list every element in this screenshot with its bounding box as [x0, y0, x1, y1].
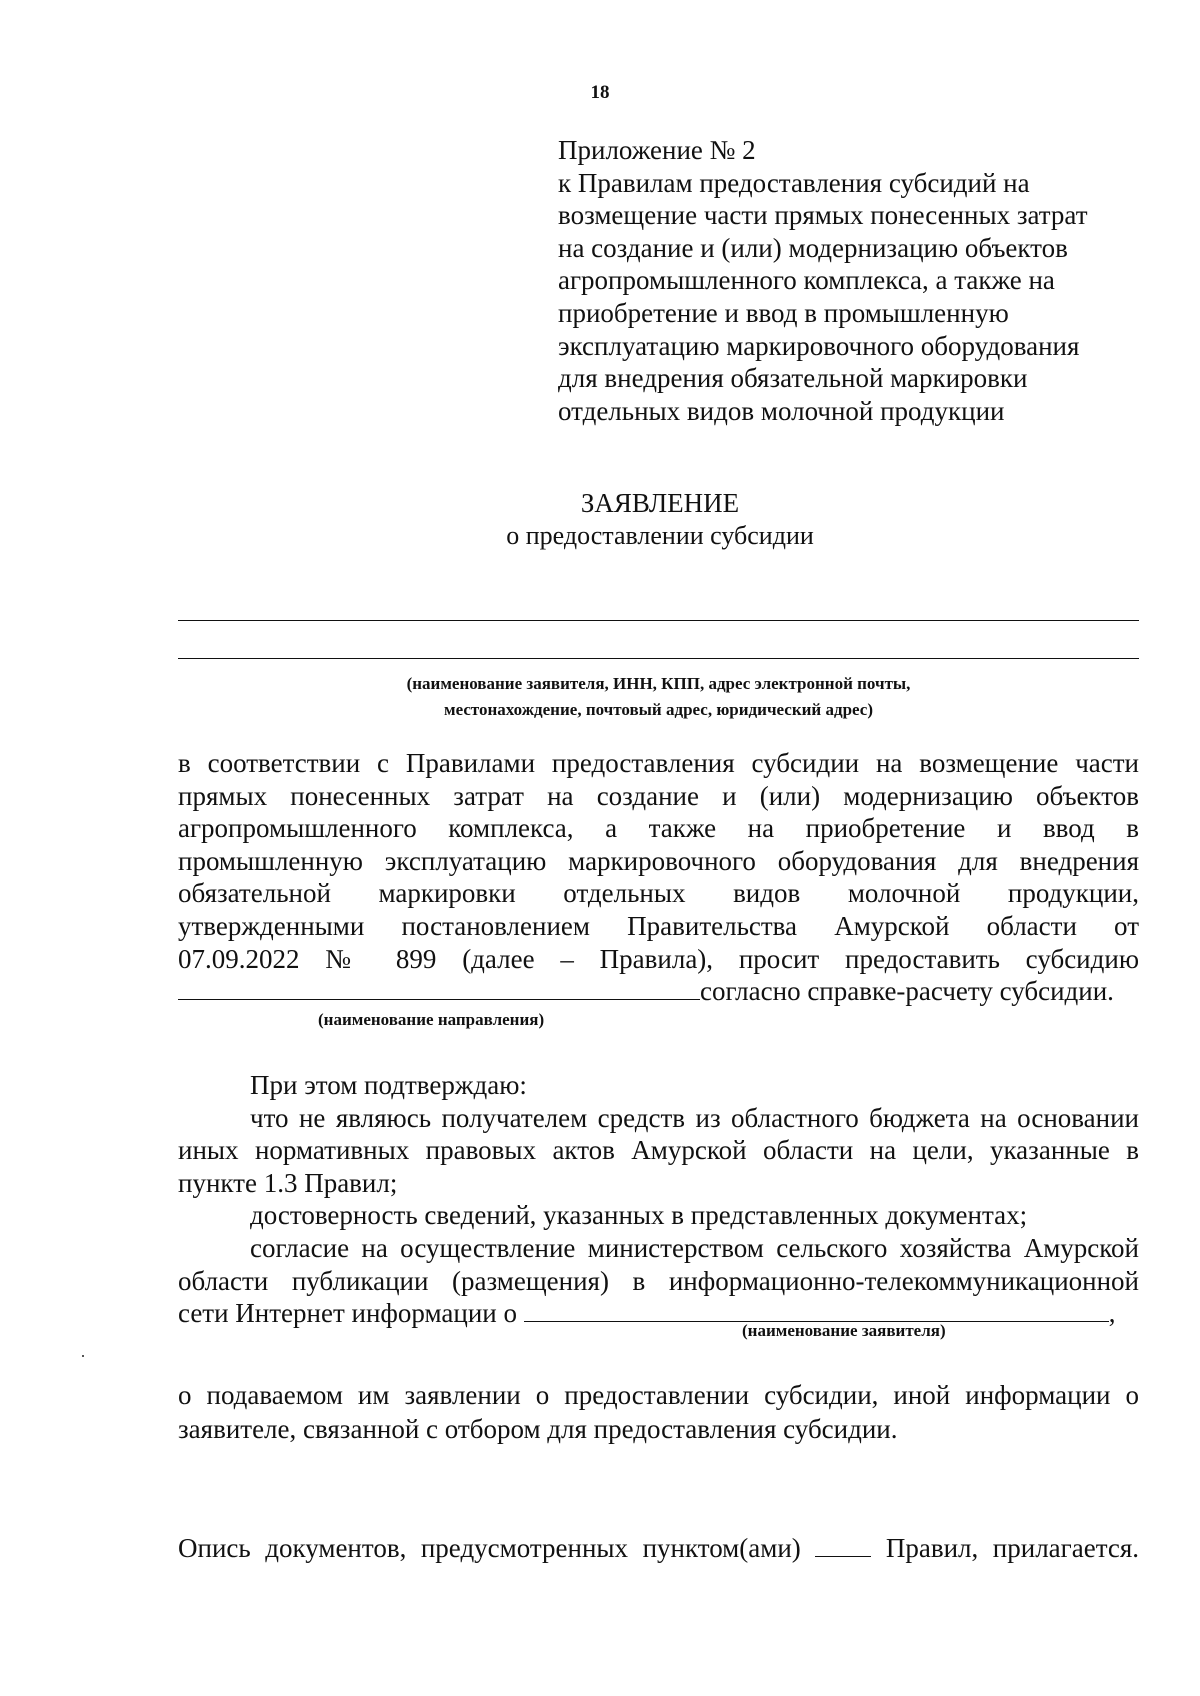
confirmation-item-3-text: сети Интернет информации о	[178, 1298, 517, 1329]
appendix-header	[558, 134, 1088, 427]
appendix-line: для внедрения обязательной маркировки	[558, 363, 1028, 394]
applicant-blank-line-1	[178, 620, 1139, 621]
attachments-suffix: Правил, прилагается.	[885, 1533, 1139, 1563]
confirmation-item-2: достоверность сведений, указанных в представленных документах;	[250, 1200, 1028, 1231]
document-subtitle: о предоставлении субсидии	[506, 521, 814, 550]
document-title: ЗАЯВЛЕНИЕ	[580, 488, 740, 518]
direction-caption: (наименование направления)	[318, 1010, 545, 1029]
applicant-caption-line: местонахождение, почтовый адрес, юридический адрес)	[443, 700, 873, 719]
appendix-line: эксплуатацию маркировочного оборудования	[558, 330, 1080, 361]
body-line: прямых понесенных затрат на создание и (или) модернизацию объектов	[178, 780, 1139, 811]
appendix-line: отдельных видов молочной продукции	[558, 395, 1005, 426]
body-paragraph	[178, 747, 1139, 975]
scan-speck	[82, 1355, 84, 1357]
confirmation-item-3-last-line	[178, 1297, 1139, 1330]
attachments-blank	[815, 1532, 871, 1557]
body-line: промышленную эксплуатацию маркировочного оборудования для внедрения	[178, 845, 1139, 876]
closing-paragraph	[178, 1378, 1139, 1446]
applicant-caption-line: (наименование заявителя, ИНН, КПП, адрес электронной почты,	[406, 674, 911, 693]
appendix-line: к Правилам предоставления субсидий на	[558, 167, 1030, 198]
appendix-line: возмещение части прямых понесенных затрат	[558, 200, 1088, 231]
appendix-line: на создание и (или) модернизацию объектов	[558, 232, 1068, 263]
body-line: в соответствии с Правилами предоставления субсидии на возмещение части	[178, 748, 1139, 778]
applicant-name-blank	[524, 1297, 1109, 1322]
appendix-line: Приложение № 2	[558, 135, 756, 165]
closing-line: заявителе, связанной с отбором для предоставления субсидии.	[178, 1414, 898, 1444]
body-last-line-text: согласно справке-расчету субсидии.	[700, 976, 1114, 1006]
confirmation-block	[178, 1069, 1139, 1330]
appendix-line: приобретение и ввод в промышленную	[558, 297, 1009, 328]
body-line: агропромышленного комплекса, а также на приобретение и ввод в	[178, 813, 1139, 844]
confirmation-item-3-line: области публикации (размещения) в информационно-телекоммуникационной	[178, 1265, 1139, 1296]
applicant-blank-line-2	[178, 658, 1139, 659]
body-line: утвержденными постановлением Правительства Амурской области от	[178, 910, 1139, 941]
attachments-prefix: Опись документов, предусмотренных пунктом(ами)	[178, 1533, 801, 1563]
confirmation-item-1-line: что не являюсь получателем средств из областного бюджета на основании	[250, 1102, 1139, 1133]
body-line: 07.09.2022 № 899 (далее – Правила), просит предоставить субсидию	[178, 943, 1139, 974]
appendix-line: агропромышленного комплекса, а также на	[558, 265, 1055, 296]
confirmation-intro: При этом подтверждаю:	[250, 1070, 527, 1100]
applicant-name-caption: (наименование заявителя)	[742, 1321, 946, 1340]
closing-line: о подаваемом им заявлении о предоставлении субсидии, иной информации о	[178, 1380, 1139, 1410]
direction-blank	[178, 975, 700, 1000]
page-number: 18	[590, 82, 610, 103]
confirmation-item-3-suffix: ,	[1108, 1298, 1116, 1329]
applicant-caption	[178, 671, 1139, 723]
confirmation-item-1-line: иных нормативных правовых актов Амурской области на цели, указанные в	[178, 1135, 1139, 1166]
confirmation-item-1-line: пункте 1.3 Правил;	[178, 1167, 398, 1198]
attachments-line	[178, 1532, 1139, 1564]
confirmation-item-3-line: согласие на осуществление министерством сельского хозяйства Амурской	[250, 1232, 1139, 1263]
body-line: обязательной маркировки отдельных видов молочной продукции,	[178, 878, 1139, 909]
body-last-line	[178, 975, 1114, 1008]
